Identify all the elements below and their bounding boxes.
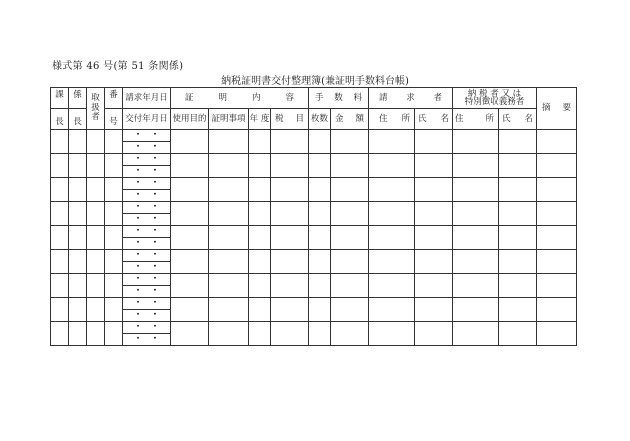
issue-date-cell: ・ ・ [123,310,171,322]
tax-item-header: 税 目 [271,109,309,130]
remarks-cell [537,130,577,154]
issue-date-cell: ・ ・ [123,166,171,178]
subsection-chief-cell [69,322,87,346]
count-cell [309,226,331,250]
number-cell [105,226,123,250]
taxpayer-name-cell [499,274,537,298]
fiscal-year-cell [249,250,271,274]
requester-name-cell [415,226,453,250]
taxpayer-name-cell [499,250,537,274]
section-chief-cell [51,130,69,154]
subsection-chief-cell [69,178,87,202]
request-date-cell: ・ ・ [123,250,171,262]
amount-cell [331,298,369,322]
request-date-cell: ・ ・ [123,202,171,214]
requester-name-cell [415,202,453,226]
request-date-cell: ・ ・ [123,154,171,166]
requester-name-cell [415,274,453,298]
table-row [51,202,577,214]
subsection-chief-cell [69,298,87,322]
form-number: 様式第 46 号(第 51 条関係) [52,61,184,72]
fiscal-year-cell [249,202,271,226]
taxpayer-address-cell [453,298,499,322]
purpose-cell [171,322,209,346]
amount-cell [331,250,369,274]
number-header-bottom: 号 [105,109,123,130]
issue-date-cell: ・ ・ [123,286,171,298]
ledger-table [50,87,577,346]
header-row-bottom [51,109,577,130]
certified-matters-cell [209,250,249,274]
remarks-cell [537,322,577,346]
tax-item-cell [271,154,309,178]
subsection-chief-header-bottom: 長 [69,109,87,130]
document-title: 納税証明書交付整理簿(兼証明手数料台帳) [221,76,409,87]
amount-cell [331,226,369,250]
requester-address-cell [369,130,415,154]
requester-header: 請 求 者 [369,88,453,109]
taxpayer-address-cell [453,322,499,346]
number-cell [105,178,123,202]
purpose-cell [171,298,209,322]
requester-address-cell [369,202,415,226]
subsection-chief-cell [69,274,87,298]
subsection-chief-header: 係 [69,88,87,109]
count-cell [309,130,331,154]
fee-header: 手 数 料 [309,88,369,109]
certified-matters-cell [209,130,249,154]
handler-cell [87,202,105,226]
taxpayer-address-cell [453,130,499,154]
issue-date-cell: ・ ・ [123,214,171,226]
table-row [51,322,577,334]
requester-address-cell [369,322,415,346]
purpose-cell [171,154,209,178]
subsection-chief-cell [69,130,87,154]
request-date-cell: ・ ・ [123,178,171,190]
handler-cell [87,322,105,346]
requester-address-cell [369,154,415,178]
taxpayer-name-cell [499,202,537,226]
section-chief-cell [51,226,69,250]
table-row [51,274,577,286]
tax-item-cell [271,322,309,346]
amount-cell [331,130,369,154]
table-row [51,130,577,142]
fiscal-year-cell [249,130,271,154]
number-cell [105,250,123,274]
fiscal-year-cell [249,298,271,322]
taxpayer-name-cell [499,178,537,202]
purpose-cell [171,202,209,226]
certified-matters-cell [209,178,249,202]
table-row [51,178,577,190]
requester-name-cell [415,250,453,274]
taxpayer-name-cell [499,298,537,322]
number-cell [105,274,123,298]
handler-cell [87,154,105,178]
handler-cell [87,274,105,298]
issue-date-cell: ・ ・ [123,238,171,250]
fiscal-year-cell [249,274,271,298]
issue-date-cell: ・ ・ [123,262,171,274]
issue-date-cell: ・ ・ [123,142,171,154]
count-cell [309,250,331,274]
table-row [51,250,577,262]
count-cell [309,202,331,226]
amount-cell [331,322,369,346]
fiscal-year-cell [249,322,271,346]
table-row [51,226,577,238]
requester-name-cell [415,154,453,178]
issue-date-header: 交付年月日 [123,109,171,130]
taxpayer-name-cell [499,154,537,178]
handler-cell [87,130,105,154]
request-date-cell: ・ ・ [123,130,171,142]
handler-cell [87,298,105,322]
remarks-cell [537,202,577,226]
amount-cell [331,274,369,298]
count-cell [309,178,331,202]
amount-cell [331,178,369,202]
fiscal-year-cell [249,226,271,250]
taxpayer-name-cell [499,130,537,154]
certified-matters-cell [209,154,249,178]
requester-address-cell [369,226,415,250]
handler-cell [87,250,105,274]
remarks-cell [537,154,577,178]
fiscal-year-header: 年 度 [249,109,271,130]
purpose-cell [171,250,209,274]
number-cell [105,202,123,226]
number-cell [105,130,123,154]
taxpayer-address-cell [453,274,499,298]
requester-name-cell [415,130,453,154]
requester-name-cell [415,322,453,346]
section-chief-header: 課 [51,88,69,109]
purpose-cell [171,130,209,154]
handler-cell [87,178,105,202]
certified-matters-cell [209,322,249,346]
taxpayer-address-cell [453,202,499,226]
remarks-cell [537,274,577,298]
tax-item-cell [271,274,309,298]
remarks-cell [537,226,577,250]
remarks-cell [537,178,577,202]
subsection-chief-cell [69,202,87,226]
number-cell [105,154,123,178]
section-chief-cell [51,178,69,202]
requester-address-cell [369,274,415,298]
table-row [51,154,577,166]
taxpayer-address-cell [453,178,499,202]
taxpayer-address-cell [453,250,499,274]
header-row-top [51,88,577,109]
certificate-contents-header: 証 明 内 容 [171,88,309,109]
request-date-cell: ・ ・ [123,226,171,238]
certified-matters-cell [209,298,249,322]
taxpayer-header: 納 税 者 又 は 特別徴収義務者 [453,88,537,109]
number-header: 番 [105,88,123,109]
section-chief-cell [51,154,69,178]
request-date-cell: ・ ・ [123,322,171,334]
subsection-chief-cell [69,250,87,274]
section-chief-header-bottom: 長 [51,109,69,130]
purpose-cell [171,226,209,250]
taxpayer-name-cell [499,322,537,346]
requester-address-header: 住 所 [369,109,415,130]
requester-name-cell [415,298,453,322]
amount-cell [331,202,369,226]
count-cell [309,274,331,298]
purpose-cell [171,178,209,202]
fiscal-year-cell [249,178,271,202]
handler-cell [87,226,105,250]
certified-matters-header: 証明事項 [209,109,249,130]
subsection-chief-cell [69,226,87,250]
request-date-header: 請求年月日 [123,88,171,109]
count-cell [309,298,331,322]
requester-address-cell [369,178,415,202]
section-chief-cell [51,202,69,226]
amount-cell [331,154,369,178]
certified-matters-cell [209,202,249,226]
request-date-cell: ・ ・ [123,298,171,310]
remarks-cell [537,298,577,322]
subsection-chief-cell [69,154,87,178]
count-cell [309,154,331,178]
issue-date-cell: ・ ・ [123,190,171,202]
tax-item-cell [271,298,309,322]
taxpayer-address-cell [453,154,499,178]
requester-name-cell [415,178,453,202]
count-header: 枚数 [309,109,331,130]
taxpayer-address-header: 住 所 [453,109,499,130]
remarks-header: 摘 要 [537,88,577,130]
section-chief-cell [51,250,69,274]
number-cell [105,298,123,322]
taxpayer-name-cell [499,226,537,250]
handler-header: 取 扱 者 [87,88,105,130]
certified-matters-cell [209,226,249,250]
amount-header: 金 額 [331,109,369,130]
section-chief-cell [51,298,69,322]
purpose-cell [171,274,209,298]
taxpayer-name-header: 氏 名 [499,109,537,130]
section-chief-cell [51,274,69,298]
tax-item-cell [271,202,309,226]
requester-address-cell [369,250,415,274]
tax-item-cell [271,226,309,250]
tax-item-cell [271,250,309,274]
request-date-cell: ・ ・ [123,274,171,286]
requester-name-header: 氏 名 [415,109,453,130]
count-cell [309,322,331,346]
fiscal-year-cell [249,154,271,178]
number-cell [105,322,123,346]
table-row [51,298,577,310]
purpose-header: 使用目的 [171,109,209,130]
certified-matters-cell [209,274,249,298]
tax-item-cell [271,178,309,202]
remarks-cell [537,250,577,274]
taxpayer-address-cell [453,226,499,250]
issue-date-cell: ・ ・ [123,334,171,346]
tax-item-cell [271,130,309,154]
section-chief-cell [51,322,69,346]
requester-address-cell [369,298,415,322]
